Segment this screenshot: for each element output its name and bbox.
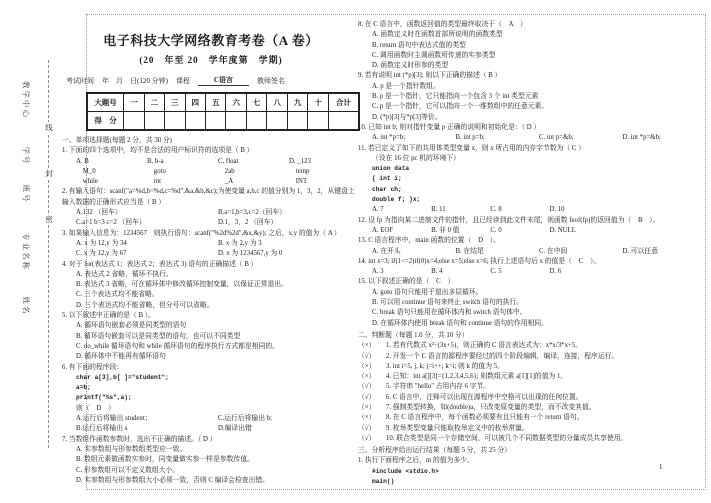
question-option: temp bbox=[289, 167, 310, 175]
judgment-text: 7. 强制类型转换，如(double)a，只改变原变量的类型，而不改变其值。 bbox=[386, 403, 596, 411]
code-line: union data bbox=[372, 165, 410, 173]
question-option: B.a=1,b=3,c=2（回车） bbox=[218, 209, 286, 217]
question-option: C. 0 bbox=[490, 226, 502, 234]
question-option: C.运行后将输出 b; bbox=[218, 415, 272, 423]
question bbox=[62, 435, 360, 486]
judgment-item bbox=[358, 434, 706, 444]
question-option: B. p 是一个指针，它只能指向一个包含 3 个 int 类型元素 bbox=[372, 93, 539, 101]
question bbox=[358, 20, 706, 71]
judgment-mark: （√） bbox=[358, 434, 376, 442]
option-row bbox=[358, 288, 706, 298]
option-row bbox=[358, 61, 706, 71]
exam-time-label: 考试时间 bbox=[66, 77, 94, 85]
question-stem: 9. 若有说明 int (*p)[3]; 则以下正确的描述（ B ） bbox=[358, 72, 502, 80]
question-option: D. x 为 1234567,y 为 0 bbox=[218, 250, 283, 258]
judgment-item bbox=[358, 341, 706, 351]
question-option: B. return 语句中表达式值的类型 bbox=[372, 41, 466, 49]
code-line: char a[3],b[ ]="student"; bbox=[76, 373, 169, 381]
question-option: M_0 bbox=[76, 167, 96, 175]
option-row bbox=[358, 51, 706, 61]
judgment-mark: （×） bbox=[358, 342, 376, 350]
question-option: D.编译出错 bbox=[218, 425, 252, 433]
question-option: A. goto 语句只能用于退出多层循环。 bbox=[372, 288, 483, 296]
option-row bbox=[62, 177, 360, 187]
question-stem: 7. 当数组作函数参数时，选出不正确的描述。（ D ） bbox=[62, 435, 217, 443]
course-name: C语言 bbox=[198, 75, 249, 86]
question-option: D. 10 bbox=[549, 206, 565, 214]
teacher-signature-label: 教师签名 bbox=[256, 77, 285, 85]
option-row bbox=[358, 247, 706, 257]
option-row bbox=[62, 239, 360, 249]
margin-label-student-id: 学号 bbox=[21, 146, 31, 166]
left-column bbox=[62, 30, 360, 486]
code-line: char ch; bbox=[372, 185, 402, 193]
score-col: 十 bbox=[308, 93, 328, 112]
question-option: B. int p=b; bbox=[455, 134, 485, 142]
judgment-mark: （×） bbox=[358, 373, 376, 381]
question-stem: 1. 下面的四个选项中，均不是合法的用户标识符的选项是（ B ） bbox=[62, 147, 254, 155]
margin-label-name: 姓名 bbox=[21, 296, 31, 316]
option-row bbox=[62, 466, 360, 476]
question-option: D. (*p)[3]与*p[3]等价。 bbox=[372, 113, 442, 121]
section-heading: 二、判断题（每题 1.0 分，共 10 分） bbox=[358, 331, 469, 339]
margin-label-center: 教学中心 bbox=[21, 81, 31, 119]
question-option: C. int p=&b; bbox=[539, 134, 574, 142]
question-option: D. 函数定义时形参的类型 bbox=[372, 62, 449, 70]
option-row bbox=[62, 352, 360, 362]
question-option: B. 11 bbox=[431, 206, 446, 214]
option-row bbox=[62, 342, 360, 352]
score-row-label: 得 分 bbox=[87, 112, 124, 131]
score-cell bbox=[165, 112, 185, 131]
judgment-item bbox=[358, 372, 706, 382]
question-option: B. 循环语句嵌套可以是同类型的语句，也可以不同类型 bbox=[76, 332, 241, 340]
question-option: C. x 为 12,y 为 67 bbox=[76, 250, 127, 258]
option-row bbox=[62, 455, 360, 465]
question bbox=[358, 216, 706, 237]
score-cell bbox=[144, 112, 164, 131]
question bbox=[62, 229, 360, 260]
score-cell bbox=[287, 112, 307, 131]
question-stem: 14. int x=3; if(1<=2)if(0)x=4;else x=5;else x=6; 执行上述语句后 x 的值是（ C ）。 bbox=[358, 257, 601, 265]
question-option: B. 非 0 值 bbox=[431, 226, 460, 234]
question-option: D. 可以任意 bbox=[622, 247, 658, 255]
question-stem: 6. 有下面的程序段： bbox=[62, 363, 124, 371]
question-option: A. int *p=b; bbox=[372, 134, 406, 142]
question-option: B. 可以用 continue 语句来终止 switch 语句的执行。 bbox=[372, 299, 524, 307]
section-heading: 三、分析程序给出运行结果（每题 5 分，共 25 分） bbox=[358, 447, 511, 455]
option-row bbox=[62, 476, 360, 486]
score-cell bbox=[267, 112, 287, 131]
option-row bbox=[358, 133, 706, 143]
seal-char-mi: 密 bbox=[45, 215, 53, 224]
code-line: double f; }x; bbox=[372, 196, 421, 204]
score-col: 二 bbox=[144, 93, 164, 112]
option-row bbox=[62, 208, 360, 218]
question-text: 则（ D ） bbox=[76, 404, 115, 412]
question-option: A. x 为 12,y 为 34 bbox=[76, 239, 127, 247]
code-line: { int i; bbox=[372, 175, 402, 183]
option-row bbox=[62, 280, 360, 290]
question-option: D.1，3，2 （回车） bbox=[218, 219, 278, 227]
judgment-text: 2. 开发一个 C 语言的源程序要经过的四个阶段编辑，编译，连接，程序运行。 bbox=[386, 352, 619, 360]
code-line: main() bbox=[372, 478, 395, 486]
question-option: A. 实参数组与形参数组类型应一致。 bbox=[76, 445, 187, 453]
score-col: 五 bbox=[206, 93, 226, 112]
question-option: A.运行后将输出 student； bbox=[76, 415, 152, 423]
seal-char-feng: 封 bbox=[45, 169, 53, 178]
option-row bbox=[62, 332, 360, 342]
question-option: A. 表达式 2 省略，循环不执行。 bbox=[76, 270, 173, 278]
judgment-mark: （√） bbox=[358, 352, 376, 360]
question-option: goto bbox=[147, 167, 166, 175]
question-option: D. 在循环体内使用 break 语句和 continue 语句的作用相同。 bbox=[372, 319, 548, 327]
question-option: _A bbox=[218, 178, 234, 186]
option-row bbox=[358, 267, 609, 277]
score-table-score-row bbox=[87, 112, 359, 131]
score-col: 三 bbox=[165, 93, 185, 112]
section-heading: 一、单项选择题(每题 2 分，共 30 分) bbox=[62, 137, 172, 144]
question bbox=[62, 311, 360, 362]
question-option: INT bbox=[289, 178, 308, 186]
question-option: A. 函数定义时在函数首部所说明的函数类型 bbox=[372, 31, 503, 39]
exam-info-line bbox=[62, 75, 360, 86]
option-row bbox=[358, 102, 706, 112]
question-stem: 15. 以下叙述正确的是（ C ） bbox=[358, 278, 455, 286]
question bbox=[358, 236, 706, 257]
question-stem: 13. C 语言程序中，main 函数的位置（ D ）。 bbox=[358, 237, 500, 245]
question-option: C. p 是一个指针，它可以指向一个一维数组中的任意元素。 bbox=[372, 103, 549, 111]
question-stem: 8. 在 C 语言中，函数返回值的类型最终取决于（ A ） bbox=[358, 21, 527, 28]
score-cell bbox=[226, 112, 246, 131]
question-option: D. _123 bbox=[289, 157, 311, 165]
question-option: B. 4 bbox=[431, 268, 443, 276]
question-option: A. p 是一个指针数组。 bbox=[372, 82, 440, 90]
option-row bbox=[62, 424, 360, 434]
question bbox=[358, 123, 706, 144]
score-cell bbox=[246, 112, 266, 131]
question bbox=[62, 187, 360, 228]
score-cell bbox=[328, 112, 359, 131]
seal-dashed-line bbox=[48, 60, 49, 448]
judgment-text: 9. 枚举类型变量只能取枚举定义中的枚举常量。 bbox=[386, 424, 529, 432]
option-row bbox=[358, 298, 706, 308]
score-cell bbox=[308, 112, 328, 131]
option-row bbox=[358, 226, 609, 236]
code-line: a=b; bbox=[76, 384, 91, 392]
question-stem: 1. 执行下面程序之后，m 的值为多少。 bbox=[358, 457, 474, 465]
question bbox=[358, 71, 706, 122]
question-option: C. 调用函数时主调函数所传递的实参类型 bbox=[372, 51, 496, 59]
score-col-total: 合计 bbox=[328, 93, 359, 112]
page-subtitle: (20 年至 20 学年度第 学期) bbox=[139, 55, 283, 65]
option-row bbox=[62, 290, 360, 300]
question bbox=[62, 260, 360, 311]
question-option: B. b-a bbox=[147, 157, 164, 165]
question-option: C. 三个表达式均不能省略。 bbox=[76, 291, 159, 299]
score-table bbox=[86, 92, 360, 131]
score-table-header-row bbox=[87, 93, 359, 112]
score-col: 一 bbox=[124, 93, 144, 112]
judgment-item bbox=[358, 424, 706, 434]
judgment-text: 10. 联合类型是同一个存储空间，可以被几个不同数据类型的分量成员共享使用。 bbox=[386, 434, 628, 442]
judgment-mark: （×） bbox=[358, 362, 376, 370]
judgment-text: 8. 在 C 语言程序中，每个函数必须要有且只能有一个 return 语句。 bbox=[386, 414, 584, 422]
seal-char-line: 线 bbox=[45, 123, 53, 132]
option-row bbox=[62, 301, 360, 311]
question-option: A. B bbox=[76, 157, 89, 165]
judgment-item bbox=[358, 382, 706, 392]
score-cell bbox=[206, 112, 226, 131]
option-row bbox=[62, 167, 360, 177]
course-label: 课程 bbox=[175, 77, 190, 85]
margin-label-major: 专业名称 bbox=[21, 233, 31, 271]
question-stem: 5. 以下叙述中正确的是（ B ）。 bbox=[62, 312, 155, 320]
question-option: A. 在开头 bbox=[372, 247, 401, 255]
question-option: D. int *p=&b; bbox=[622, 134, 661, 142]
option-row bbox=[358, 30, 706, 40]
question-option: C. 在中间 bbox=[539, 247, 568, 255]
question-stem: 4. 对于 for(表达式 1；表达式 2；表达式 3) 语句的正确描述（ B ） bbox=[62, 260, 258, 268]
margin-label-class-id: 班号 bbox=[21, 184, 31, 204]
judgment-text: 5. 字符串 "hello" 占用内存 6 字节。 bbox=[386, 383, 491, 391]
score-col: 四 bbox=[185, 93, 205, 112]
judgment-item bbox=[358, 403, 706, 413]
question-option: 2ab bbox=[218, 167, 235, 175]
question-option: C. break 语句只能用在循环体内和 switch 语句体中。 bbox=[372, 309, 527, 317]
score-col: 七 bbox=[246, 93, 266, 112]
question-stem: 3. 如果输入信息为：1234567 则执行语句：scanf("%2d%2d",&x,&y); 之后，x,y 的值为（ A ） bbox=[62, 229, 341, 237]
question bbox=[62, 363, 360, 435]
option-row bbox=[62, 157, 360, 167]
judgment-mark: （√） bbox=[358, 383, 376, 391]
score-col: 九 bbox=[287, 93, 307, 112]
question-option: int bbox=[147, 178, 161, 186]
question-stem: 12. 设 fp 为指向某二进制文件的指针，且已经读到此文件末尾，则函数 feof(fp)的返回值为（ B ）。 bbox=[358, 216, 660, 224]
judgment-mark: （×） bbox=[358, 403, 376, 411]
question-option: C.a=1 b=3 c=2 （回车） bbox=[76, 219, 146, 227]
question-option: B. x 为 2,y 为 3 bbox=[218, 239, 262, 247]
question-option: C. 形参数组可以不定义数组大小。 bbox=[76, 466, 180, 474]
question bbox=[358, 277, 706, 328]
option-row bbox=[358, 92, 706, 102]
question-option: A. 7 bbox=[372, 206, 384, 214]
question-option: B. 数组元素做函数实参时，同变量做实参一样是参数传值。 bbox=[76, 456, 254, 464]
question-option: D. 6 bbox=[549, 268, 562, 276]
judgment-text: 1. 若有代数式 x²÷(3x+5)，则正确的 C 语言表达式为：x*x/3*x+5。 bbox=[386, 342, 583, 350]
score-col: 六 bbox=[226, 93, 246, 112]
question bbox=[358, 144, 706, 216]
question-option: B. 表达式 3 省略，可在循环体中修改循环控制变量，以保证正常退出。 bbox=[76, 281, 288, 289]
page-number: 1 bbox=[659, 463, 663, 471]
score-col-label: 大题号 bbox=[87, 93, 124, 112]
option-row bbox=[358, 41, 706, 51]
option-row bbox=[62, 270, 360, 280]
question-option: D. NULL bbox=[549, 226, 576, 234]
judgment-item bbox=[358, 352, 706, 362]
option-row bbox=[62, 249, 360, 259]
code-line: printf("%s",a); bbox=[76, 394, 132, 402]
question bbox=[62, 146, 360, 187]
question bbox=[358, 257, 706, 278]
option-row bbox=[62, 414, 360, 424]
left-questions-area bbox=[62, 136, 360, 486]
question-stem: 10. 已知 int b; 则对指针变量 p 正确的说明和初始化是：（ D ） bbox=[358, 123, 541, 131]
question-option: C. 5 bbox=[490, 268, 502, 276]
question-option: D. 循环体中不能再有循环语句 bbox=[76, 353, 166, 361]
judgment-mark: （×） bbox=[358, 414, 376, 422]
judgment-item bbox=[358, 413, 706, 423]
judgment-text: 3. int i=5, j, k; j=i++; k=i; 则 k 的值为 5。 bbox=[386, 362, 504, 370]
question-option: A.132 （回车） bbox=[76, 209, 122, 217]
judgment-item bbox=[358, 362, 706, 372]
option-row bbox=[62, 218, 360, 228]
question-option: D. 三个表达式均不能省略，但分号可以省略。 bbox=[76, 301, 214, 309]
judgment-text: 4. 已知：int a[][3]={1,2,3,4,5,6}; 则数组元素 a[1][1]的值为 1。 bbox=[386, 373, 568, 381]
code-line: #include <stdio.h> bbox=[372, 467, 439, 475]
judgment-item bbox=[358, 393, 706, 403]
question-option: B.运行后将输出 s bbox=[76, 425, 128, 433]
question-option: A. 循环语句嵌套必须是同类型的语句 bbox=[76, 322, 187, 330]
question-option: D. 实参数组与形参数组大小必须一致，否则 C 编译会检查出错。 bbox=[76, 476, 269, 484]
question-option: A. 3 bbox=[372, 268, 384, 276]
question-option: C. float bbox=[218, 157, 239, 165]
exam-date-blanks: 年 月 日(120 分钟) bbox=[102, 77, 168, 85]
question-stem: 2. 有输入语句：scanf("a=%d,b=%d,c=%d",&a,&b,&c);为使变量 a,b,c 的值分别为 1，3，2，从键盘上输入数据的正确形式应当是（ B ） bbox=[62, 188, 355, 206]
score-cell bbox=[124, 112, 144, 131]
option-row bbox=[62, 321, 360, 331]
option-row bbox=[358, 205, 609, 215]
option-row bbox=[358, 113, 706, 123]
question-option: A. EOF bbox=[372, 226, 394, 234]
page-title: 电子科技大学网络教育考卷（A 卷） bbox=[103, 33, 319, 48]
question-option: C. 8 bbox=[490, 206, 502, 214]
right-questions-area bbox=[358, 20, 706, 487]
score-col: 八 bbox=[267, 93, 287, 112]
score-cell bbox=[185, 112, 205, 131]
option-row bbox=[358, 308, 706, 318]
option-row bbox=[358, 82, 706, 92]
question-option: C. do_while 循环语句和 while 循环语句的程序执行方式都是相同的。 bbox=[76, 342, 279, 350]
judgment-mark: （√） bbox=[358, 393, 376, 401]
option-row bbox=[358, 319, 706, 329]
question-stem: 11. 若已定义了如下的共用体类型变量 x，则 x 所占用的内存字节数为（ C ） bbox=[358, 144, 585, 152]
question-text: （设在 16 位 pc 机的环境下） bbox=[372, 154, 460, 162]
question-option: B. 在结尾 bbox=[455, 247, 484, 255]
question-option: while bbox=[76, 178, 98, 186]
judgment-text: 6. C 语言中，注释可以出现在源程序中空格可以出现的任何位置。 bbox=[386, 393, 583, 401]
question bbox=[358, 456, 706, 487]
option-row bbox=[62, 445, 360, 455]
judgment-mark: （√） bbox=[358, 424, 376, 432]
